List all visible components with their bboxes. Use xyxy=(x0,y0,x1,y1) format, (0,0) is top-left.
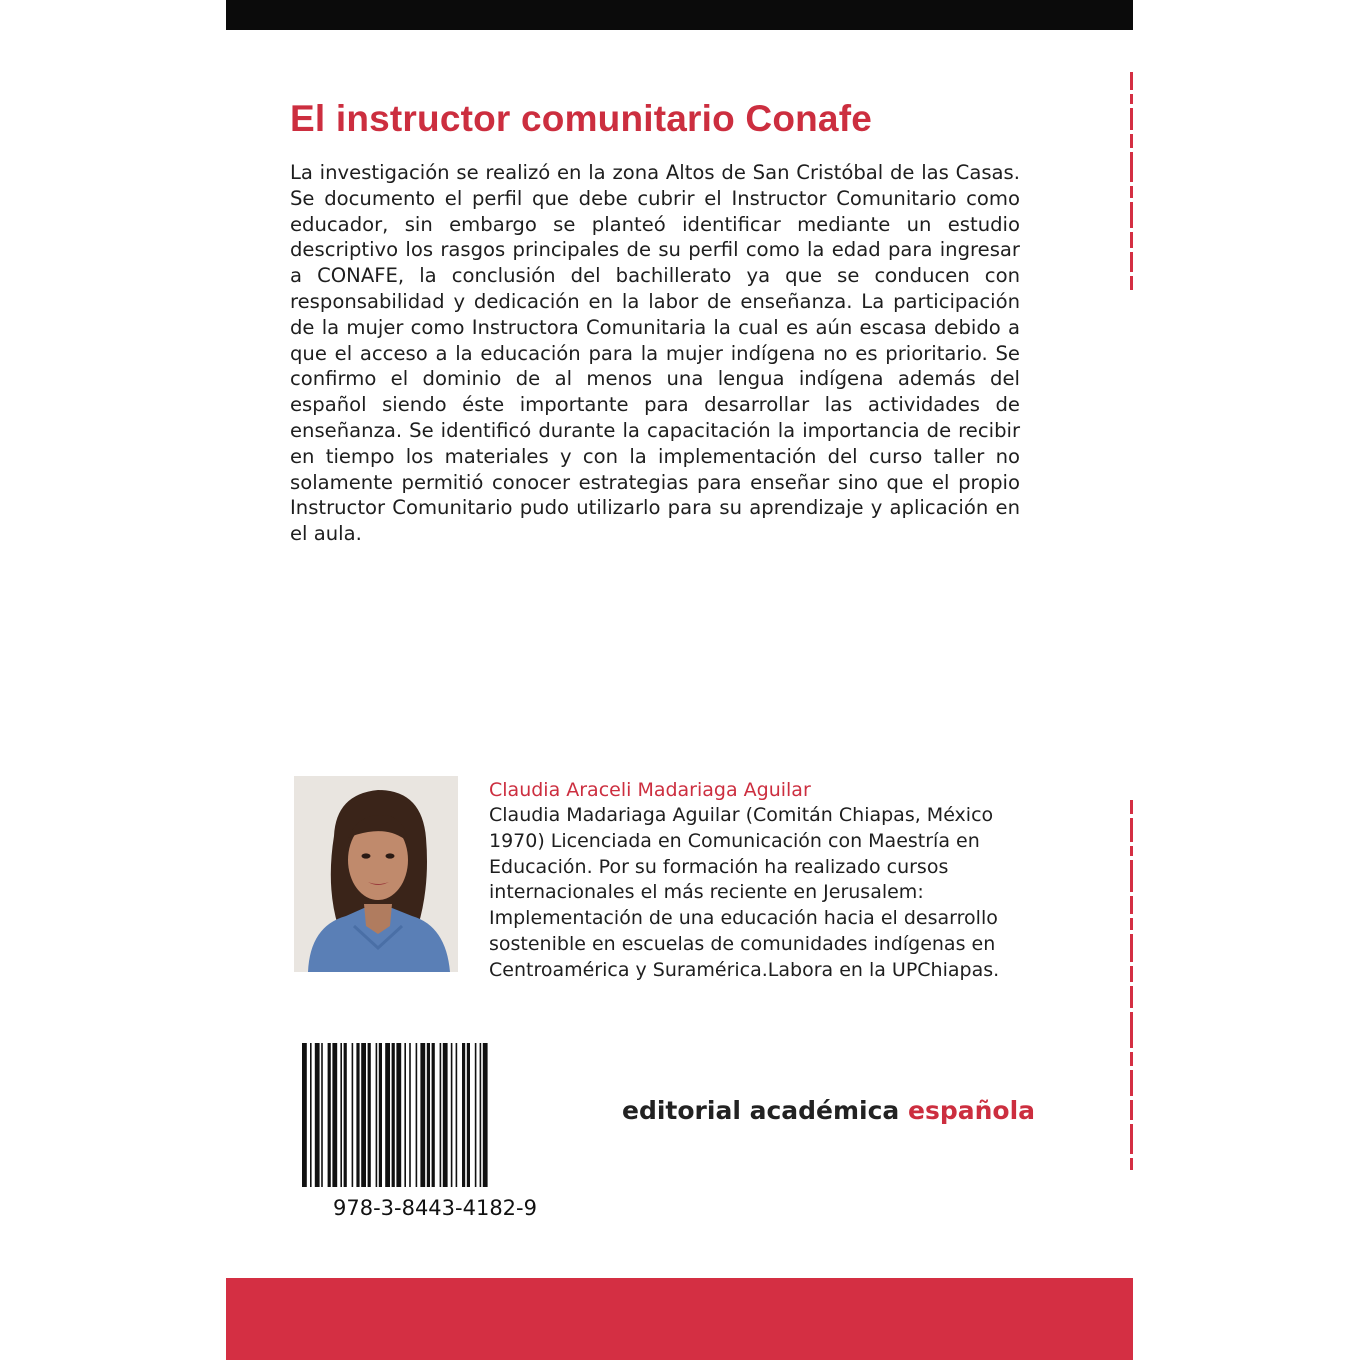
book-back-cover xyxy=(226,0,1133,1360)
barcode-bar xyxy=(404,1043,406,1187)
barcode-bar xyxy=(409,1043,411,1187)
barcode-bar xyxy=(475,1043,477,1187)
barcode-bar xyxy=(432,1043,435,1187)
barcode-bar xyxy=(302,1043,307,1187)
barcode-bar xyxy=(385,1043,390,1187)
isbn-number: 978-3-8443-4182-9 xyxy=(332,1196,537,1220)
barcode-bar xyxy=(443,1043,448,1187)
book-abstract: La investigación se realizó en la zona Altos de San Cristóbal de las Casas. Se documento el perfil que debe cubrir el Instructor Comunitario como educador, sin embargo se planteó identificar mediante un estudio descriptivo los rasgos principales de su perfil como la edad para ingresar a CONAFE, la conclusión del bachillerato ya que se conducen con responsabilidad y dedicación en la labor de enseñanza. La participación de la mujer como Instructora Comunitaria la cual es aún escasa debido a que el acceso a la educación para la mujer indígena no es prioritario. Se confirmo el dominio de al menos una lengua indígena además del español siendo éste importante para desarrollar las actividades de enseñanza. Se identificó durante la capacitación la importancia de recibir en tiempo los materiales y con la implementación del curso taller no solamente permitió conocer estrategias para enseñar sino que el propio Instructor Comunitario pudo utilizarlo para su aprendizaje y aplicación en el aula. xyxy=(290,161,1020,546)
book-title: El instructor comunitario Conafe xyxy=(290,98,873,139)
author-portrait-image xyxy=(294,776,458,972)
bottom-red-band xyxy=(226,1278,1133,1360)
barcode-bar xyxy=(310,1043,312,1187)
author-photo xyxy=(294,776,458,972)
author-bio: Claudia Madariaga Aguilar (Comitán Chiapas, México 1970) Licenciada en Comunicación con Maestría en Educación. Por su formación ha realizado cursos internacionales el más reciente en Jerusalem: Implementación de una educación hacia el desarrollo sostenible en escuelas de comunidades indígenas en Centroamérica y Suramérica.Labora en la UPChiapas. xyxy=(489,804,1000,981)
barcode-bar xyxy=(379,1043,382,1187)
barcode-bar xyxy=(321,1043,323,1187)
isbn-barcode xyxy=(302,1043,568,1187)
barcode-bar xyxy=(356,1043,359,1187)
barcode-bar xyxy=(392,1043,395,1187)
top-black-bar xyxy=(226,0,1133,30)
barcode-bar xyxy=(451,1043,453,1187)
barcode-bar xyxy=(456,1043,458,1187)
barcode-bar xyxy=(396,1043,401,1187)
publisher-logo xyxy=(622,1096,1035,1125)
barcode-bar xyxy=(361,1043,366,1187)
barcode-bar xyxy=(416,1043,418,1187)
spine-edge-upper xyxy=(1130,72,1133,294)
publisher-name-part2: española xyxy=(908,1096,1036,1125)
barcode-bar xyxy=(420,1043,425,1187)
barcode-bar xyxy=(332,1043,337,1187)
barcode-bar xyxy=(340,1043,342,1187)
barcode-bar xyxy=(368,1043,371,1187)
barcode-bar xyxy=(376,1043,378,1187)
barcode-bar xyxy=(480,1043,482,1187)
barcode-bar xyxy=(440,1043,442,1187)
barcode-bar xyxy=(328,1043,331,1187)
barcode-bar xyxy=(462,1043,465,1187)
barcode-bar xyxy=(315,1043,320,1187)
spine-edge-lower xyxy=(1130,800,1133,1174)
barcode-bar xyxy=(467,1043,470,1187)
barcode-bar xyxy=(483,1043,488,1187)
author-name: Claudia Araceli Madariaga Aguilar xyxy=(489,779,811,801)
barcode-bar xyxy=(427,1043,430,1187)
barcode-bar xyxy=(344,1043,347,1187)
barcode-bar xyxy=(352,1043,354,1187)
publisher-name-part1: editorial académica xyxy=(622,1096,900,1125)
